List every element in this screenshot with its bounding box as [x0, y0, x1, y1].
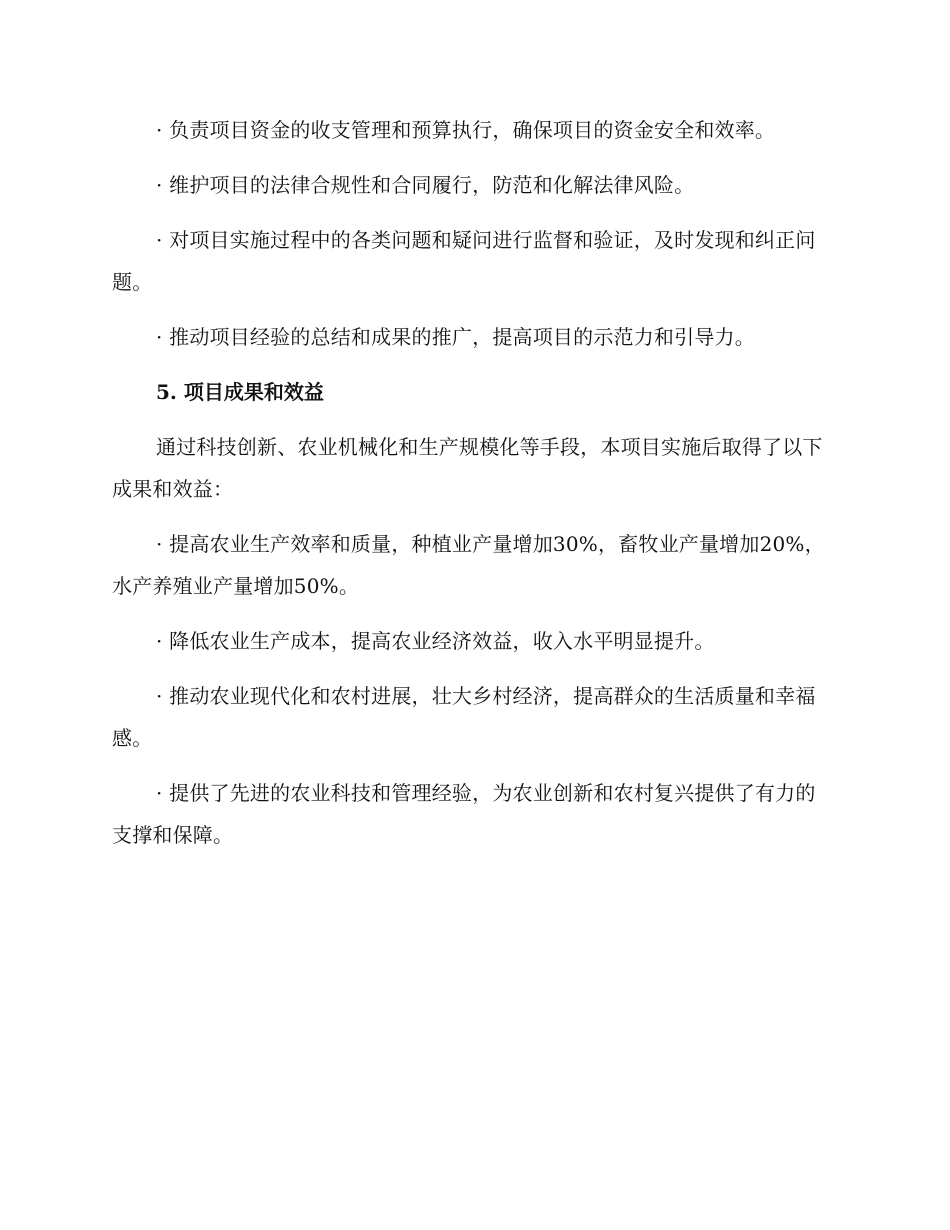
bullet-paragraph: · 提供了先进的农业科技和管理经验，为农业创新和农村复兴提供了有力的支撑和保障。: [112, 781, 816, 847]
bullet-paragraph: · 推动项目经验的总结和成果的推广，提高项目的示范力和引导力。: [156, 325, 755, 349]
section-heading: 5. 项目成果和效益: [156, 380, 324, 404]
bullet-paragraph: · 负责项目资金的收支管理和预算执行，确保项目的资金安全和效率。: [156, 118, 776, 142]
bullet-paragraph: · 对项目实施过程中的各类问题和疑问进行监督和验证，及时发现和纠正问题。: [112, 228, 816, 294]
intro-paragraph: 通过科技创新、农业机械化和生产规模化等手段，本项目实施后取得了以下成果和效益：: [112, 435, 823, 501]
bullet-paragraph: · 提高农业生产效率和质量，种植业产量增加30%，畜牧业产量增加20%，水产养殖业产量增加50%。: [112, 532, 825, 598]
bullet-paragraph: · 维护项目的法律合规性和合同履行，防范和化解法律风险。: [156, 173, 695, 197]
document-page: [112, 109, 834, 869]
bullet-paragraph: · 降低农业生产成本，提高农业经济效益，收入水平明显提升。: [156, 629, 715, 653]
bullet-paragraph: · 推动农业现代化和农村进展，壮大乡村经济，提高群众的生活质量和幸福感。: [112, 684, 816, 750]
